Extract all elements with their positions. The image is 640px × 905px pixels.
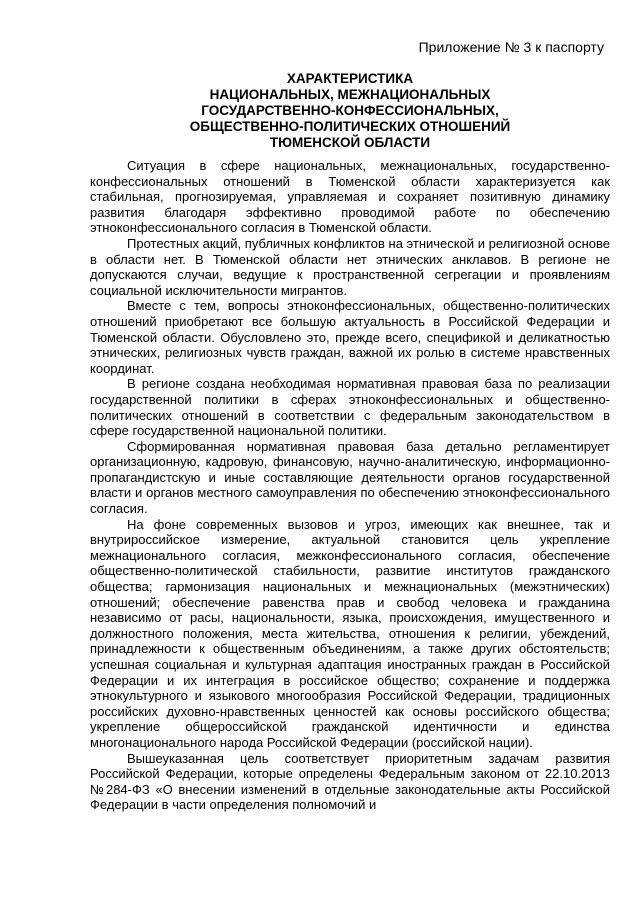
paragraph: На фоне современных вызовов и угроз, имеющих как внешнее, так и внутрироссийское измерение, актуальной становится цель укрепление межнационального согласия, межконфессионального согласия, обеспечение общественно-политической стабильности, развитие институтов гражданского общества; гармонизация национальных и межнациональных (межэтнических) отношений; обеспечение равенства прав и свобод человека и гражданина независимо от расы, национальности, языка, происхождения, имущественного и должностного положения, места жительства, отношения к религии, убеждений, принадлежности к общественным объединениям, а также других обстоятельств; успешная социальная и культурная адаптация иностранных граждан в Российской Федерации и их интеграция в российское общество; сохранение и поддержка этнокультурного и языкового многообразия Российской Федерации, традиционных российских духовно-нравственных ценностей как основы российского общества; укрепление общероссийской гражданской идентичности и единства многонационального народа Российской Федерации (российской нации). [90, 516, 610, 750]
annex-label: Приложение № 3 к паспорту [418, 39, 604, 55]
paragraph: В регионе создана необходимая нормативная правовая база по реализации государственной политики в сферах этноконфессиональных и общественно-политических отношений в соответствии с федеральным законодательством в сфере государственной национальной политики. [90, 376, 610, 439]
document-body [90, 158, 610, 813]
title-line: НАЦИОНАЛЬНЫХ, МЕЖНАЦИОНАЛЬНЫХ [209, 87, 491, 102]
paragraph: Ситуация в сфере национальных, межнациональных, государственно-конфессиональных отношений в Тюменской области характеризуется как стабильная, прогнозируемая, управляемая и сохраняет позитивную динамику развития благодаря эффективно проводимой работе по обеспечению этноконфессионального согласия в Тюменской области. [90, 158, 610, 236]
document-title [90, 71, 610, 151]
paragraph: Протестных акций, публичных конфликтов на этнической и религиозной основе в области нет. В Тюменской области нет этнических анклавов. В регионе не допускаются случаи, ведущие к пространственной сегрегации и проявлениям социальной исключительности мигрантов. [90, 235, 610, 298]
paragraph: Вышеуказанная цель соответствует приоритетным задачам развития Российской Федерации, которые определены Федеральным законом от 22.10.2013 №284-ФЗ «О внесении изменений в отдельные законодательные акты Российской Федерации в части определения полномочий и [90, 750, 610, 813]
title-line: ХАРАКТЕРИСТИКА [286, 71, 414, 86]
paragraph: Сформированная нормативная правовая база детально регламентирует организационную, кадровую, финансовую, научно-аналитическую, информационно-пропагандистскую и иные составляющие деятельности органов государственной власти и органов местного самоуправления по обеспечению этноконфессионального согласия. [90, 438, 610, 517]
title-line: ГОСУДАРСТВЕННО-КОНФЕССИОНАЛЬНЫХ, [201, 103, 499, 118]
paragraph: Вместе с тем, вопросы этноконфессиональных, общественно-политических отношений приобретают все большую актуальность в Российской Федерации и Тюменской области. Обусловлено это, прежде всего, спецификой и деликатностью этнических, религиозных чувств граждан, важной их ролью в системе нравственных координат. [90, 298, 610, 376]
title-line: ТЮМЕНСКОЙ ОБЛАСТИ [269, 135, 431, 150]
title-line: ОБЩЕСТВЕННО-ПОЛИТИЧЕСКИХ ОТНОШЕНИЙ [189, 119, 511, 134]
